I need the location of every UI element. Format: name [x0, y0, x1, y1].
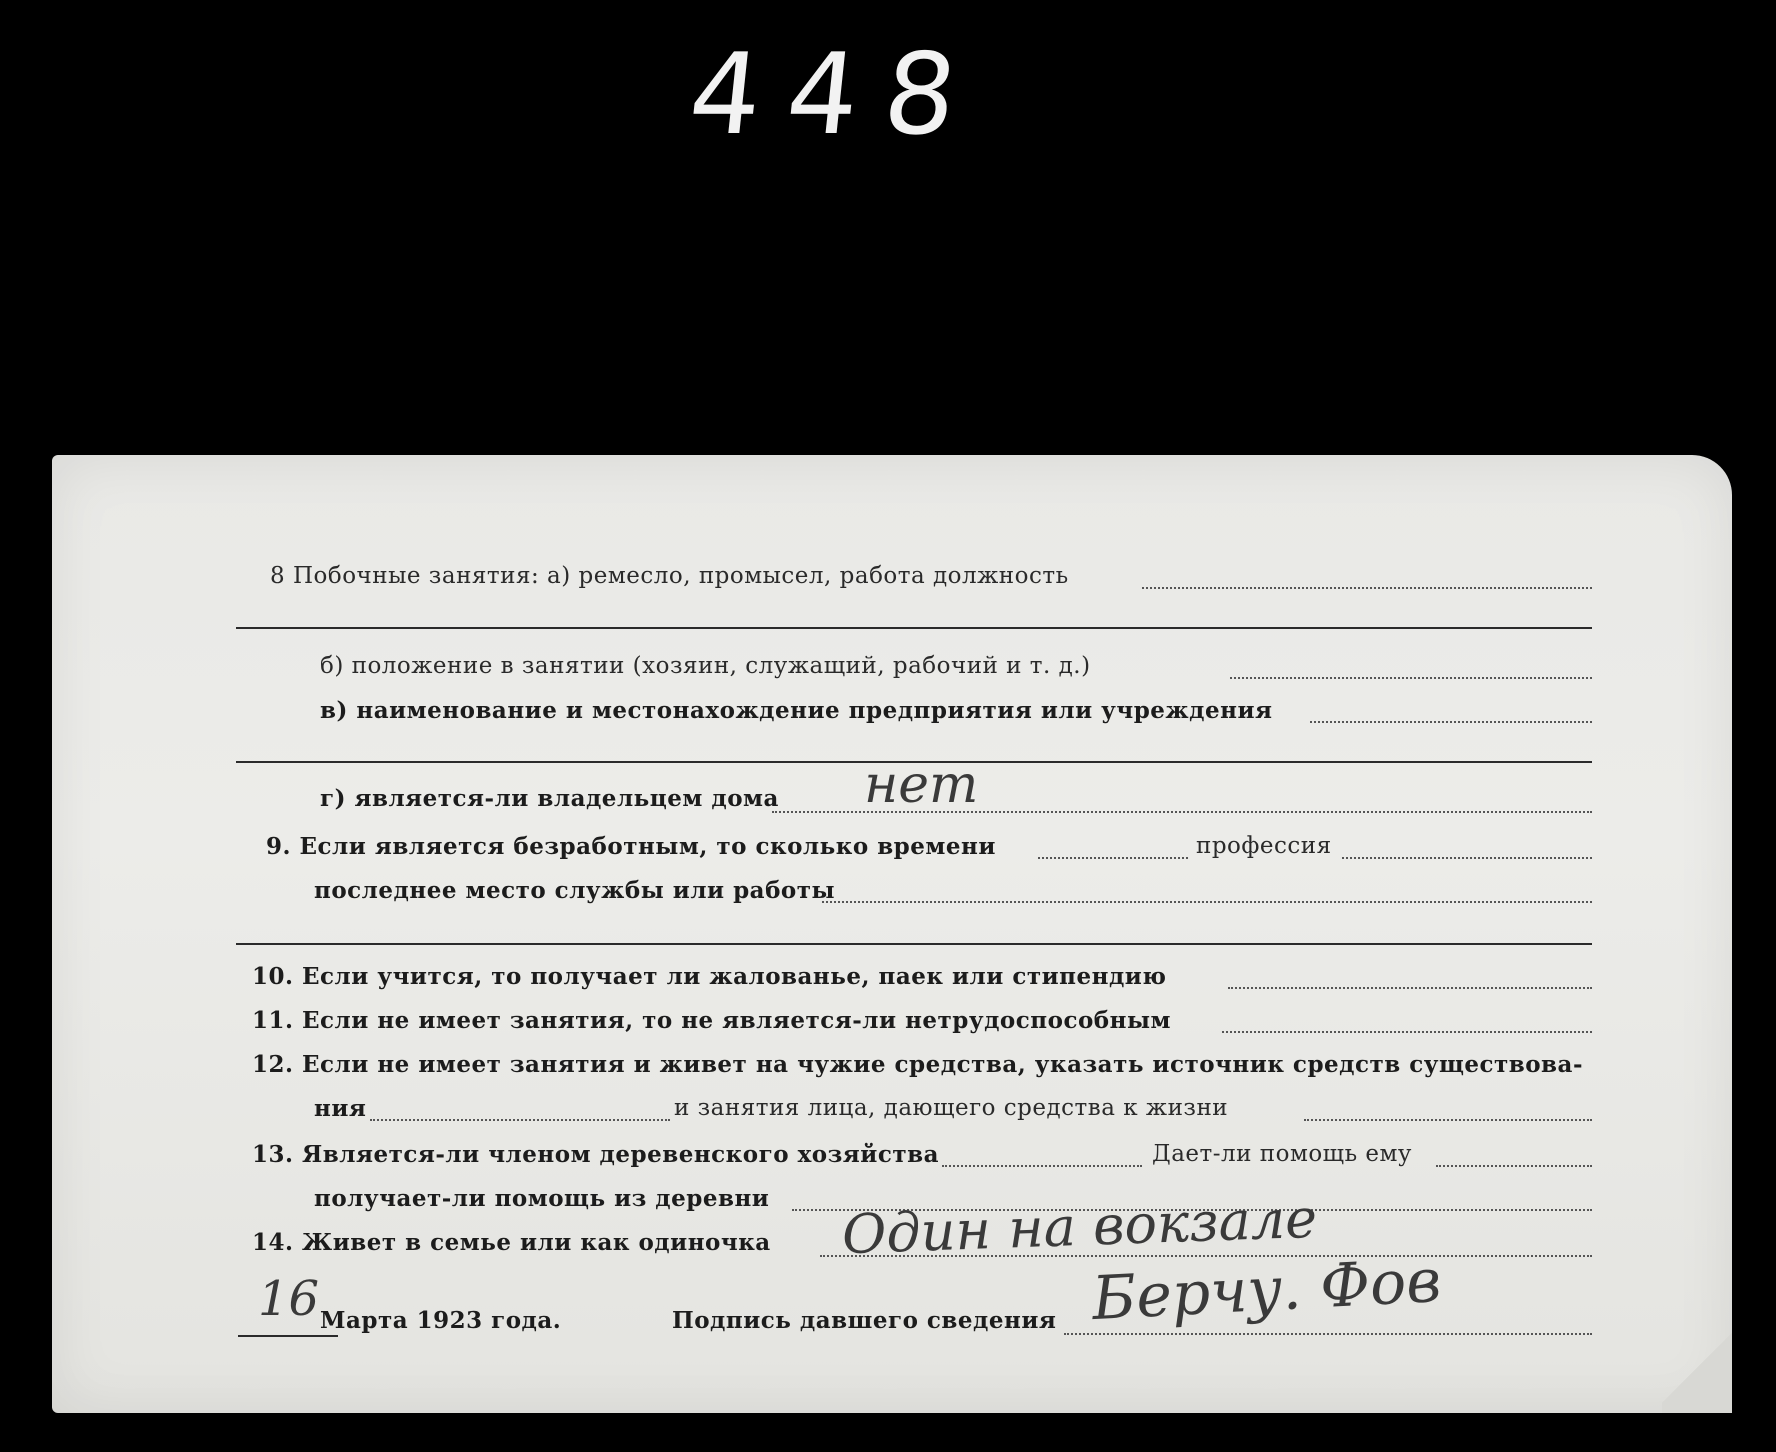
item13-line1-b: Дает-ли помощь ему	[1152, 1141, 1412, 1167]
item12-dots-a	[370, 1119, 670, 1121]
item10: 10. Если учится, то получает ли жалованье, паек или стипендию	[252, 963, 1167, 990]
item8-b: б) положение в занятии (хозяин, служащий, рабочий и т. д.)	[320, 653, 1091, 679]
item9-dots-a	[1038, 857, 1188, 859]
item14-label: 14. Живет в семье или как одиночка	[252, 1229, 771, 1256]
item11: 11. Если не имеет занятия, то не является-ли нетрудоспособным	[252, 1007, 1171, 1034]
footer-signature: Берчу. Фов	[1090, 1245, 1443, 1335]
item12-line2-a: ния	[314, 1095, 367, 1122]
footer-signature-label: Подпись давшего сведения	[672, 1307, 1057, 1334]
item8-v: в) наименование и местонахождение предприятия или учреждения	[320, 697, 1273, 724]
item8-g-answer: нет	[864, 755, 979, 815]
item12-line2-b: и занятия лица, дающего средства к жизни	[674, 1095, 1229, 1121]
item9-rule	[236, 943, 1592, 945]
footer-signature-dots	[1064, 1333, 1592, 1335]
item8-g: г) является-ли владельцем дома	[320, 785, 779, 812]
item9-line2: последнее место службы или работы	[314, 877, 836, 904]
footer-day: 16	[258, 1271, 320, 1327]
item9-line1-b: профессия	[1196, 833, 1332, 859]
frame-number: 448	[683, 30, 989, 160]
item8-rule	[236, 627, 1592, 629]
item13-dots-a	[942, 1165, 1142, 1167]
item13-line2: получает-ли помощь из деревни	[314, 1185, 770, 1212]
item8-dots	[1142, 587, 1592, 589]
footer-date: Марта 1923 года.	[320, 1307, 562, 1334]
item14-answer: Один на вокзале	[841, 1186, 1319, 1267]
corner-fold	[1662, 1323, 1732, 1413]
item13-line1-a: 13. Является-ли членом деревенского хозяйства	[252, 1141, 939, 1168]
footer-day-rule	[238, 1335, 338, 1337]
item13-dots-b	[1436, 1165, 1592, 1167]
item8-heading: 8 Побочные занятия: а) ремесло, промысел, работа должность	[270, 563, 1069, 589]
questionnaire-card	[52, 455, 1732, 1413]
item9-line1-a: 9. Если является безработным, то сколько времени	[266, 833, 996, 860]
item8-v-dots	[1310, 721, 1592, 723]
item12-line1: 12. Если не имеет занятия и живет на чужие средства, указать источник средств существова-	[252, 1051, 1583, 1078]
item9-line2-dots	[822, 901, 1592, 903]
item9-dots-b	[1342, 857, 1592, 859]
item8-b-dots	[1230, 677, 1592, 679]
item12-dots-b	[1304, 1119, 1592, 1121]
item11-dots	[1222, 1031, 1592, 1033]
item10-dots	[1228, 987, 1592, 989]
